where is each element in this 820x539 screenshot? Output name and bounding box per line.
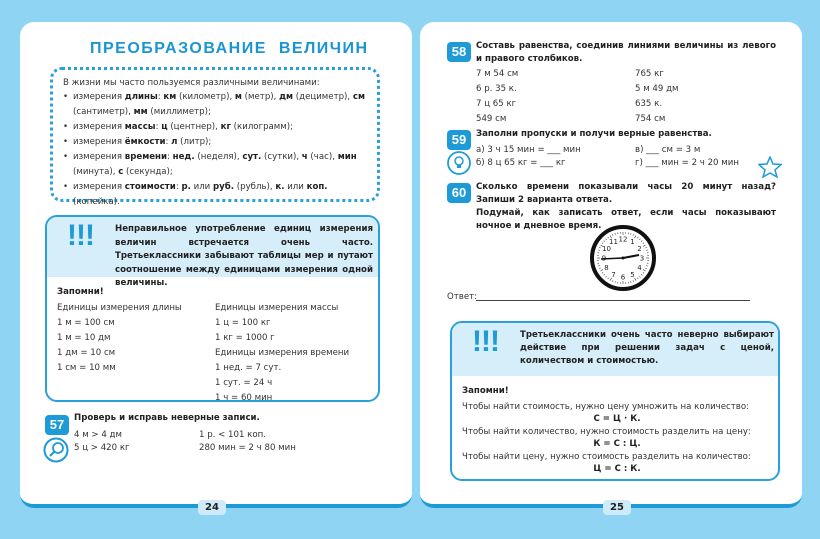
units-list-item bbox=[63, 90, 367, 120]
exclamation-icon: !!! bbox=[472, 325, 499, 358]
text: (неделя), bbox=[194, 152, 243, 162]
list-line: 765 кг bbox=[635, 69, 664, 79]
unit-term: коп. bbox=[306, 182, 328, 192]
list-line: Единицы измерения длины bbox=[57, 303, 182, 313]
clock-number: 4 bbox=[637, 264, 642, 272]
units-list-item bbox=[63, 180, 367, 210]
unit-term: мм bbox=[133, 107, 148, 117]
clock-number: 11 bbox=[609, 238, 618, 247]
clock-center bbox=[622, 257, 625, 260]
exercise-60-hint: Подумай, как записать ответ, если часы показывают ночное и дневное время. bbox=[476, 208, 776, 231]
clock-number: 7 bbox=[611, 270, 616, 279]
exercise-number-58: 58 bbox=[447, 42, 471, 62]
exercise-item: г) ___ мин = 2 ч 20 мин bbox=[635, 158, 739, 168]
text: : bbox=[155, 122, 162, 132]
text: : bbox=[165, 137, 172, 147]
clock-number: 10 bbox=[602, 245, 612, 253]
unit-term: длины bbox=[124, 92, 158, 102]
text: измерения bbox=[73, 92, 125, 102]
unit-term: м bbox=[234, 92, 242, 102]
list-line: 1 м = 10 дм bbox=[57, 333, 111, 343]
page-number-right: 25 bbox=[603, 500, 631, 515]
rule-formula: Ц = С : К. bbox=[593, 464, 641, 474]
unit-term: р. bbox=[181, 182, 191, 192]
unit-term: стоимости bbox=[124, 182, 176, 192]
warning-box-left bbox=[45, 215, 380, 402]
unit-term: дм bbox=[279, 92, 294, 102]
text: (килограмм); bbox=[230, 122, 294, 132]
exercise-60-task: Сколько времени показывали часы 20 минут назад? Запиши 2 варианта ответа. bbox=[476, 182, 776, 205]
exclamation-icon: !!! bbox=[67, 219, 94, 252]
length-units-column bbox=[57, 301, 182, 376]
exercise-number-57: 57 bbox=[45, 415, 69, 435]
list-line: 7 м 54 см bbox=[476, 69, 519, 79]
text: (дециметр), bbox=[293, 92, 353, 102]
clock-number: 12 bbox=[618, 235, 628, 244]
units-list-item bbox=[63, 135, 367, 150]
unit-term: к. bbox=[275, 182, 285, 192]
list-line: 1 кг = 1000 г bbox=[215, 333, 275, 343]
unit-term: см bbox=[352, 92, 365, 102]
list-line: Единицы измерения массы bbox=[215, 303, 339, 313]
unit-term: нед. bbox=[172, 152, 195, 162]
text: или bbox=[284, 182, 307, 192]
exercise-57-task: Проверь и исправь неверные записи. bbox=[74, 413, 260, 423]
list-line: 1 ц = 100 кг bbox=[215, 318, 271, 328]
warning-box-right bbox=[450, 321, 780, 481]
exercise-item: 4 м > 4 дм bbox=[74, 430, 122, 440]
rule-formula: С = Ц · К. bbox=[593, 414, 641, 424]
page-number-left: 24 bbox=[198, 500, 226, 515]
units-intro-box bbox=[50, 67, 380, 207]
clock-number: 5 bbox=[630, 270, 635, 279]
magnifier-icon bbox=[43, 437, 69, 463]
text: (минута), bbox=[73, 167, 119, 177]
clock-face bbox=[589, 224, 657, 292]
unit-term: массы bbox=[124, 122, 156, 132]
list-line: Единицы измерения времени bbox=[215, 348, 350, 358]
rule-text: Чтобы найти стоимость, нужно цену умножить на количество: bbox=[462, 402, 749, 412]
warning-text: Третьеклассники очень часто неверно выбирают действие при решении задач с ценой, количеством и стоимостью. bbox=[520, 330, 774, 366]
text: измерения bbox=[73, 152, 125, 162]
exercise-number-60: 60 bbox=[447, 183, 471, 203]
list-line: 635 к. bbox=[635, 99, 663, 109]
text: (миллиметр); bbox=[147, 107, 211, 117]
list-line: 1 нед. = 7 сут. bbox=[215, 363, 282, 373]
mass-time-units-column bbox=[215, 301, 349, 402]
exercise-59-task: Заполни пропуски и получи верные равенства. bbox=[476, 129, 712, 139]
list-line: 549 см bbox=[476, 114, 507, 124]
exercise-number-59: 59 bbox=[447, 130, 471, 150]
list-line: 754 см bbox=[635, 114, 666, 124]
list-line: 5 м 49 дм bbox=[635, 84, 679, 94]
remember-label: Запомни! bbox=[57, 287, 104, 297]
text: (сантиметр), bbox=[73, 107, 134, 117]
rule-text: Чтобы найти цену, нужно стоимость разделить на количество: bbox=[462, 452, 751, 462]
list-line: 1 дм = 10 см bbox=[57, 348, 116, 358]
price-rules bbox=[462, 401, 772, 476]
text: измерения bbox=[73, 122, 125, 132]
units-list-item bbox=[63, 150, 367, 180]
text: (центнер), bbox=[167, 122, 221, 132]
clock-number: 8 bbox=[604, 264, 609, 272]
text: : bbox=[157, 92, 164, 102]
exercise-item: б) 8 ц 65 кг = ___ кг bbox=[476, 158, 566, 168]
exercise-58-left-column bbox=[476, 67, 518, 127]
units-list-item bbox=[63, 120, 367, 135]
unit-term: руб. bbox=[213, 182, 235, 192]
unit-term: сут. bbox=[242, 152, 262, 162]
exercise-item: 1 р. < 101 коп. bbox=[199, 430, 266, 440]
page-title: ПРЕОБРАЗОВАНИЕ ВЕЛИЧИН bbox=[90, 40, 369, 57]
unit-term: времени bbox=[124, 152, 168, 162]
rule-text: Чтобы найти количество, нужно стоимость разделить на цену: bbox=[462, 427, 751, 437]
clock-number: 3 bbox=[639, 254, 645, 263]
unit-term: с bbox=[118, 167, 124, 177]
exercise-item: 5 ц > 420 кг bbox=[74, 443, 130, 453]
exercise-item: в) ___ см = 3 м bbox=[635, 145, 701, 155]
text: измерения bbox=[73, 137, 125, 147]
lightbulb-icon bbox=[447, 151, 471, 175]
text: (секунда); bbox=[123, 167, 173, 177]
unit-term: мин bbox=[337, 152, 357, 162]
list-line: 6 р. 35 к. bbox=[476, 84, 517, 94]
clock-number: 1 bbox=[630, 238, 635, 247]
unit-term: л bbox=[171, 137, 178, 147]
text: или bbox=[190, 182, 214, 192]
clock-number: 2 bbox=[637, 245, 642, 253]
unit-term: ч bbox=[301, 152, 308, 162]
text: (сутки), bbox=[261, 152, 302, 162]
text: (копейка). bbox=[73, 197, 120, 207]
list-line: 7 ц 65 кг bbox=[476, 99, 517, 109]
text: (километр), bbox=[176, 92, 235, 102]
answer-label: Ответ: bbox=[447, 292, 478, 302]
unit-term: ц bbox=[161, 122, 168, 132]
unit-term: кг bbox=[220, 122, 231, 132]
warning-text: Неправильное употребление единиц измерения величин встречается очень часто. Третьеклассники забывают таблицы мер и путают соотношение между единицами измерения одной величины. bbox=[115, 224, 373, 288]
exercise-58-task: Составь равенства, соединив линиями величины из левого и правого столбиков. bbox=[476, 41, 776, 64]
list-line: 1 сут. = 24 ч bbox=[215, 378, 273, 388]
unit-term: км bbox=[163, 92, 177, 102]
text: (рубль), bbox=[234, 182, 276, 192]
star-icon bbox=[758, 156, 782, 178]
text: (метр), bbox=[241, 92, 280, 102]
unit-term: ёмкости bbox=[124, 137, 166, 147]
text: (час), bbox=[307, 152, 338, 162]
text: (литр); bbox=[177, 137, 212, 147]
text: измерения bbox=[73, 182, 125, 192]
list-line: 1 см = 10 мм bbox=[57, 363, 116, 373]
answer-line[interactable] bbox=[476, 300, 750, 301]
text: : bbox=[167, 152, 173, 162]
remember-label: Запомни! bbox=[462, 386, 509, 396]
exercise-item: а) 3 ч 15 мин = ___ мин bbox=[476, 145, 581, 155]
clock-number: 6 bbox=[620, 273, 626, 282]
clock-minute-hand bbox=[601, 258, 623, 259]
units-list bbox=[63, 90, 367, 210]
exercise-item: 280 мин = 2 ч 80 мин bbox=[199, 443, 296, 453]
exercise-58-right-column bbox=[635, 67, 679, 127]
text: : bbox=[175, 182, 182, 192]
rule-formula: К = С : Ц. bbox=[593, 439, 641, 449]
list-line: 1 м = 100 см bbox=[57, 318, 115, 328]
intro-text: В жизни мы часто пользуемся различными величинами: bbox=[63, 78, 320, 88]
list-line: 1 ч = 60 мин bbox=[215, 393, 273, 402]
